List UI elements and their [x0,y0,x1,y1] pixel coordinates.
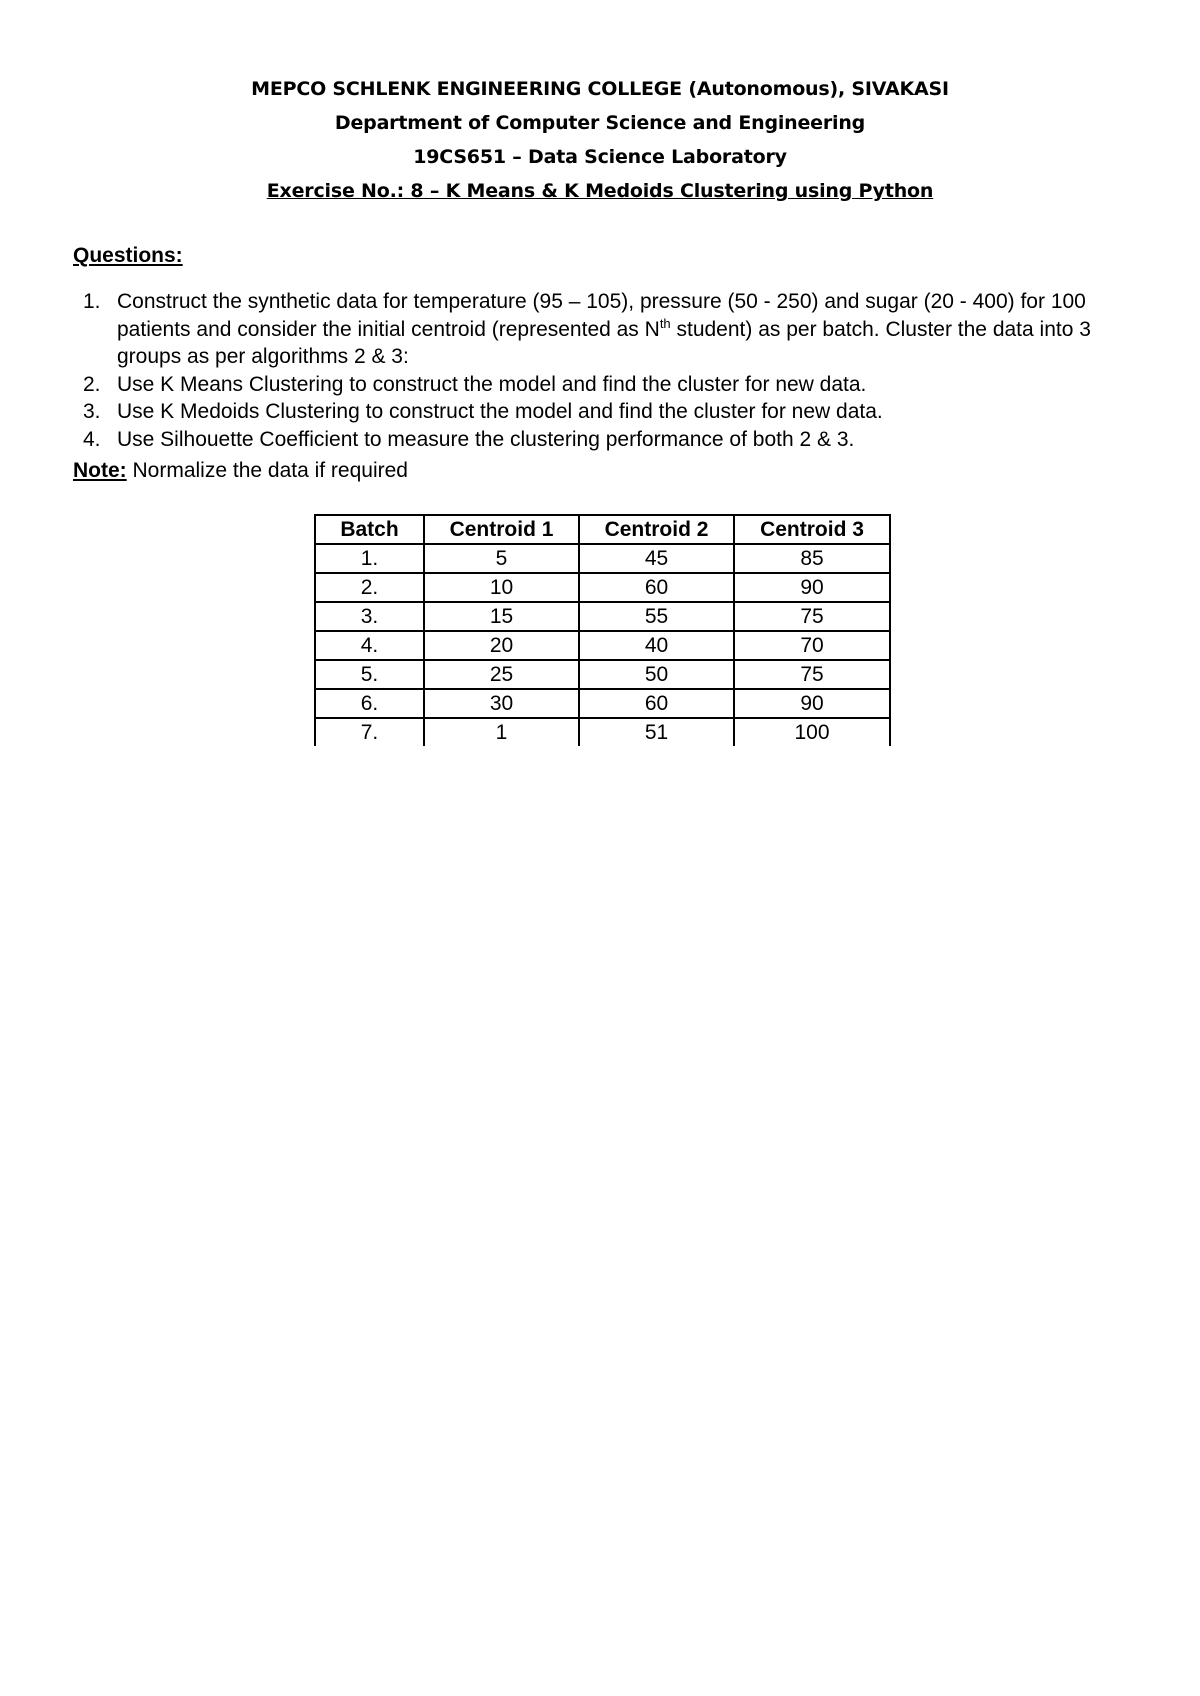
cell-batch: 4. [315,631,424,660]
cell-centroid-2: 60 [579,573,734,602]
cell-centroid-2: 51 [579,718,734,746]
question-text-part: student) as per batch. Cluster the data into 3 groups as per algorithms 2 & 3: [117,317,1091,368]
question-number: 1. [83,290,101,313]
note-label: Note: [73,459,127,482]
cell-centroid-2: 60 [579,689,734,718]
centroid-table [314,514,891,746]
cell-centroid-3: 90 [734,689,890,718]
question-text [117,288,1133,371]
cell-batch: 1. [315,544,424,573]
cell-centroid-2: 45 [579,544,734,573]
header-centroid-1: Centroid 1 [424,515,579,544]
course-title: 19CS651 – Data Science Laboratory [413,146,787,168]
department-name: Department of Computer Science and Engineering [334,112,866,134]
question-text: Use K Medoids Clustering to construct the model and find the cluster for new data. [117,400,883,423]
cell-centroid-2: 55 [579,602,734,631]
cell-centroid-1: 5 [424,544,579,573]
table-row [315,689,890,718]
cell-centroid-1: 10 [424,573,579,602]
question-number: 4. [83,427,101,451]
cell-batch: 6. [315,689,424,718]
cell-centroid-2: 40 [579,631,734,660]
note-line [73,459,408,483]
question-text: Use Silhouette Coefficient to measure the clustering performance of both 2 & 3. [117,427,855,451]
cell-centroid-3: 75 [734,602,890,631]
table-row [315,660,890,689]
cell-centroid-3: 75 [734,660,890,689]
cell-batch: 2. [315,573,424,602]
table-row [315,573,890,602]
superscript-th: th [659,315,671,331]
table-row [315,631,890,660]
question-text: Use K Means Clustering to construct the model and find the cluster for new data. [117,372,867,396]
note-text: Normalize the data if required [126,459,408,482]
header-centroid-3: Centroid 3 [734,515,890,544]
questions-heading: Questions: [73,244,183,267]
cell-centroid-1: 1 [424,718,579,746]
question-item-3 [73,398,1133,426]
cell-centroid-1: 30 [424,689,579,718]
cell-batch: 5. [315,660,424,689]
table-row [315,718,890,746]
question-item-2 [73,371,1133,399]
cell-centroid-1: 15 [424,602,579,631]
cell-centroid-2: 50 [579,660,734,689]
cell-batch: 3. [315,602,424,631]
table-row [315,602,890,631]
question-item-4 [73,426,1133,454]
cell-centroid-3: 100 [734,718,890,746]
cell-centroid-3: 70 [734,631,890,660]
header-batch: Batch [315,515,424,544]
college-name: MEPCO SCHLENK ENGINEERING COLLEGE (Autonomous), SIVAKASI [251,78,949,100]
exercise-title: Exercise No.: 8 – K Means & K Medoids Clustering using Python [266,180,934,202]
cell-batch: 7. [315,718,424,746]
question-number: 3. [83,400,101,423]
question-item-1 [73,288,1133,371]
question-text-part: Construct the synthetic data for temperature (95 – 105), pressure (50 - 250) and sugar (20 - 400) for 100 patients and consider the initial centroid (represented as N [117,290,1086,341]
cell-centroid-1: 20 [424,631,579,660]
table-row [315,544,890,573]
header-centroid-2: Centroid 2 [579,515,734,544]
table-header-row [315,515,890,544]
question-number: 2. [83,372,101,396]
cell-centroid-1: 25 [424,660,579,689]
questions-list [73,288,1133,453]
document-header [0,72,1200,208]
exercise-title-line [0,174,1200,208]
cell-centroid-3: 90 [734,573,890,602]
cell-centroid-3: 85 [734,544,890,573]
